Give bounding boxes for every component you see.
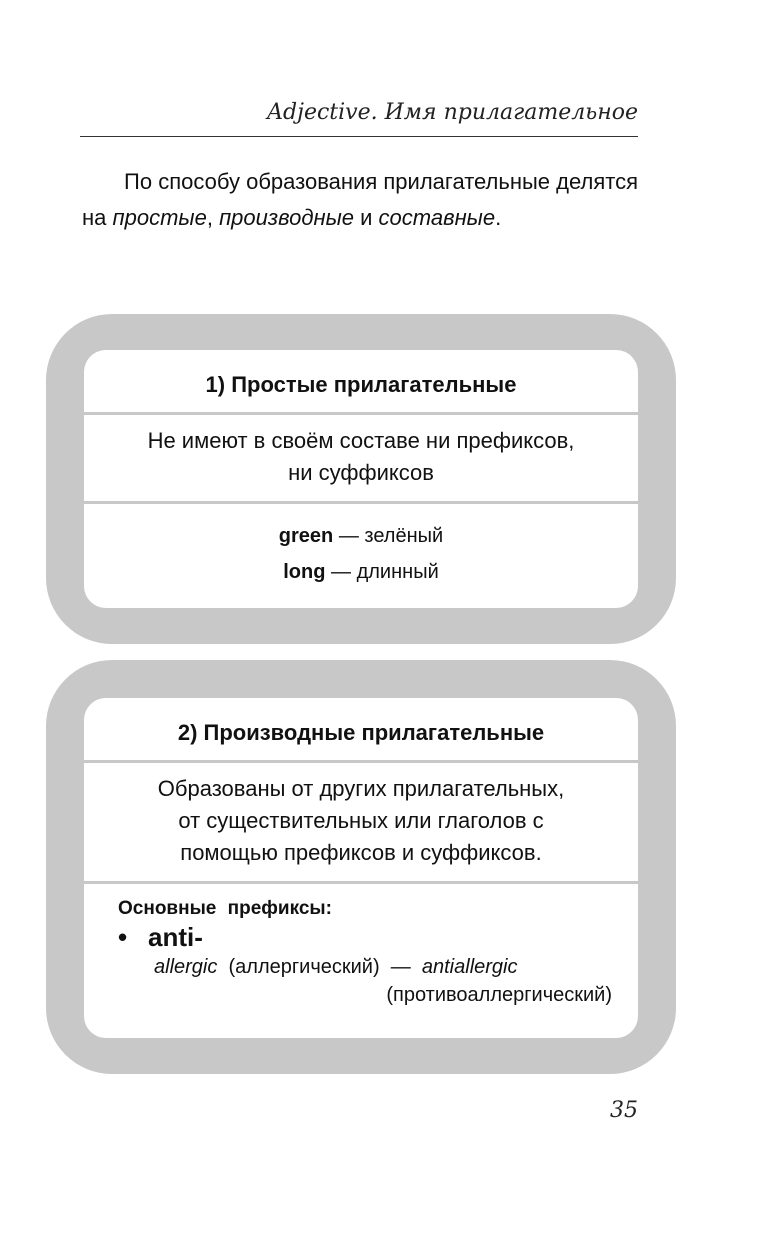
running-title: Adjective. Имя прилагательное (267, 100, 638, 125)
card-simple-inner (84, 350, 638, 608)
prefixes-section (84, 884, 638, 1019)
example-dash: — (333, 525, 365, 547)
example-translation: зелёный (364, 525, 444, 547)
description-line: Не имеют в своём составе ни префиксов, (147, 428, 575, 453)
example-dash: — (390, 956, 411, 978)
intro-paragraph (82, 164, 638, 236)
description-line: помощью префиксов и суффиксов. (180, 840, 542, 865)
intro-separator: , (206, 205, 220, 230)
header-divider (80, 136, 638, 137)
example-item (94, 554, 628, 590)
prefix-text: anti- (148, 922, 203, 952)
example-item (94, 518, 628, 554)
intro-term-derived: производные (219, 205, 355, 230)
card-derived-inner (84, 698, 638, 1038)
card-title: 1) Простые прилагательные (84, 350, 638, 415)
example-derived-word: antiallergic (421, 956, 518, 978)
intro-separator: и (354, 205, 379, 230)
card-description (84, 763, 638, 884)
example-translation: длинный (356, 561, 439, 583)
example-word: green (278, 525, 334, 547)
intro-end: . (495, 205, 502, 230)
intro-term-simple: простые (112, 205, 207, 230)
card-description (84, 415, 638, 504)
description-line: от существительных или глаголов с (178, 808, 544, 833)
example-derived-translation: (противоаллергический) (386, 984, 612, 1006)
example-dash: — (325, 561, 357, 583)
prefixes-label: Основные префиксы: (118, 898, 332, 919)
card-derived-adjectives (46, 660, 676, 1074)
bullet-icon: • (118, 922, 128, 952)
description-line: ни суффиксов (288, 460, 434, 485)
example-word: long (283, 561, 326, 583)
example-word: allergic (154, 956, 218, 978)
intro-term-compound: составные (378, 205, 496, 230)
page-number: 35 (610, 1098, 638, 1123)
prefix-item (118, 922, 618, 953)
card-title: 2) Производные прилагательные (84, 698, 638, 763)
prefix-example (118, 953, 618, 981)
examples-list (84, 504, 638, 600)
intro-text: По способу образования прилагательные делятся на (82, 169, 638, 230)
card-simple-adjectives (46, 314, 676, 644)
description-line: Образованы от других прилагательных, (157, 776, 565, 801)
example-translation: (аллергический) (228, 956, 380, 978)
